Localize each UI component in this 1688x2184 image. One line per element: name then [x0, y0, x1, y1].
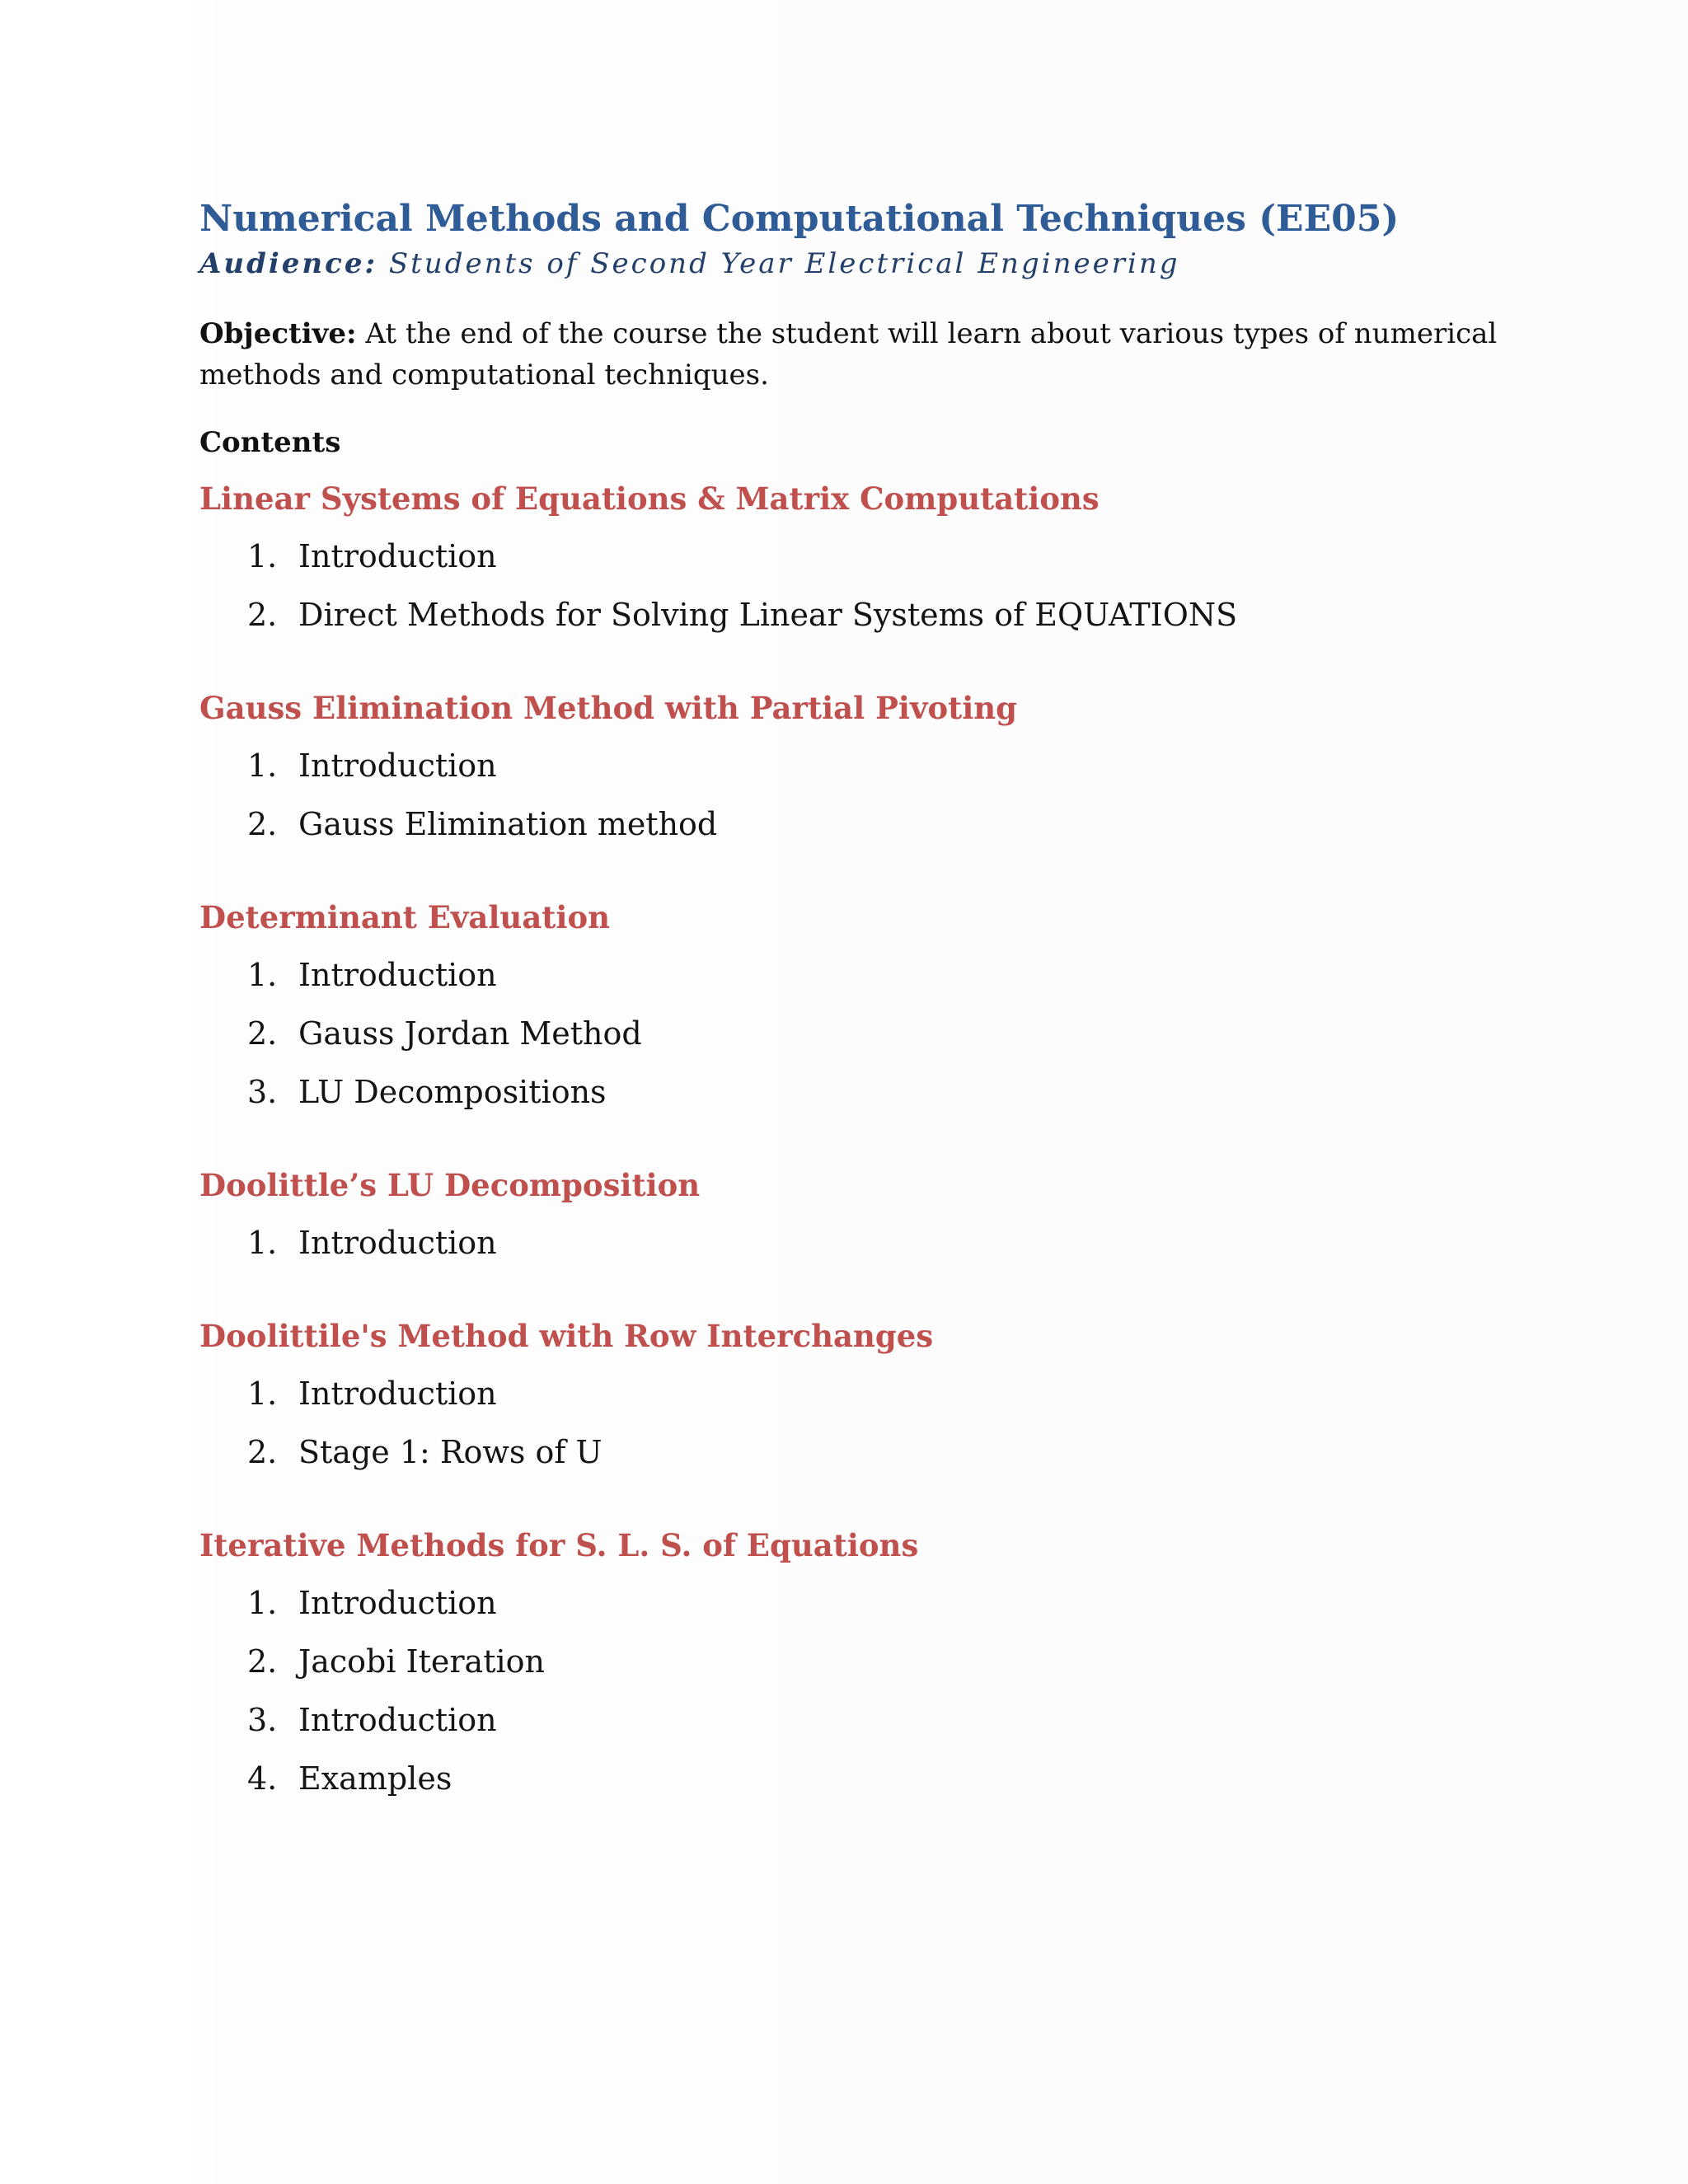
section-item-list: [199, 1214, 1502, 1272]
list-item: [199, 586, 1502, 644]
list-item: [199, 1750, 1502, 1808]
list-item: [199, 946, 1502, 1005]
list-item-text: Introduction: [298, 957, 497, 993]
section: [199, 1523, 1502, 1808]
list-item: [199, 1005, 1502, 1063]
section-title: Determinant Evaluation: [199, 899, 611, 935]
list-item-text: Introduction: [298, 1225, 497, 1261]
list-item: [199, 1365, 1502, 1423]
audience-label: Audience:: [199, 247, 378, 280]
list-item-number: 2.: [247, 1643, 278, 1680]
list-item-text: Stage 1: Rows of U: [298, 1434, 603, 1470]
list-item: [199, 1063, 1502, 1122]
section-item-list: [199, 1574, 1502, 1808]
objective-text: At the end of the course the student will learn about various types of numerical methods and computational techniques.: [199, 317, 1498, 391]
list-item-text: Introduction: [298, 1585, 497, 1621]
objective-paragraph: [199, 313, 1502, 396]
list-item: [199, 1633, 1502, 1691]
list-item: [199, 1423, 1502, 1482]
list-item-number: 2.: [247, 1434, 278, 1470]
audience-text: Students of Second Year Electrical Engineering: [388, 247, 1180, 280]
section-item-list: [199, 527, 1502, 644]
section-title: Linear Systems of Equations & Matrix Computations: [199, 480, 1100, 517]
objective-label: Objective:: [199, 317, 357, 350]
section-title: Doolittile's Method with Row Interchanges: [199, 1318, 934, 1354]
list-item-text: LU Decompositions: [298, 1074, 607, 1110]
list-item-number: 2.: [247, 1015, 278, 1052]
document-content: [199, 194, 1502, 1808]
list-item-number: 1.: [247, 1376, 278, 1412]
section-title: Iterative Methods for S. L. S. of Equations: [199, 1527, 919, 1563]
list-item: [199, 1691, 1502, 1750]
section: [199, 1314, 1502, 1482]
list-item: [199, 527, 1502, 586]
list-item-text: Jacobi Iteration: [298, 1643, 545, 1680]
section: [199, 476, 1502, 644]
list-item: [199, 737, 1502, 795]
list-item: [199, 795, 1502, 854]
list-item-number: 1.: [247, 538, 278, 574]
section-title: Gauss Elimination Method with Partial Pivoting: [199, 690, 1018, 726]
list-item-number: 3.: [247, 1702, 278, 1738]
list-item-number: 1.: [247, 748, 278, 784]
list-item-text: Gauss Jordan Method: [298, 1015, 642, 1052]
list-item: [199, 1214, 1502, 1272]
list-item-number: 1.: [247, 957, 278, 993]
list-item-text: Introduction: [298, 538, 497, 574]
list-item-text: Direct Methods for Solving Linear Systems of EQUATIONS: [298, 597, 1238, 633]
list-item-number: 1.: [247, 1585, 278, 1621]
section: [199, 895, 1502, 1122]
section-item-list: [199, 1365, 1502, 1482]
list-item-number: 1.: [247, 1225, 278, 1261]
list-item-text: Gauss Elimination method: [298, 806, 718, 842]
list-item-number: 2.: [247, 597, 278, 633]
section: [199, 1163, 1502, 1272]
list-item: [199, 1574, 1502, 1633]
list-item-text: Introduction: [298, 1376, 497, 1412]
contents-heading: Contents: [199, 426, 341, 459]
audience-line: [199, 244, 1502, 284]
list-item-number: 3.: [247, 1074, 278, 1110]
section-title: Doolittle’s LU Decomposition: [199, 1167, 701, 1203]
list-item-text: Examples: [298, 1760, 452, 1797]
section-item-list: [199, 946, 1502, 1122]
list-item-number: 2.: [247, 806, 278, 842]
list-item-number: 4.: [247, 1760, 278, 1797]
list-item-text: Introduction: [298, 1702, 497, 1738]
document-title: Numerical Methods and Computational Techniques (EE05): [199, 198, 1400, 240]
section: [199, 686, 1502, 854]
section-item-list: [199, 737, 1502, 854]
list-item-text: Introduction: [298, 748, 497, 784]
